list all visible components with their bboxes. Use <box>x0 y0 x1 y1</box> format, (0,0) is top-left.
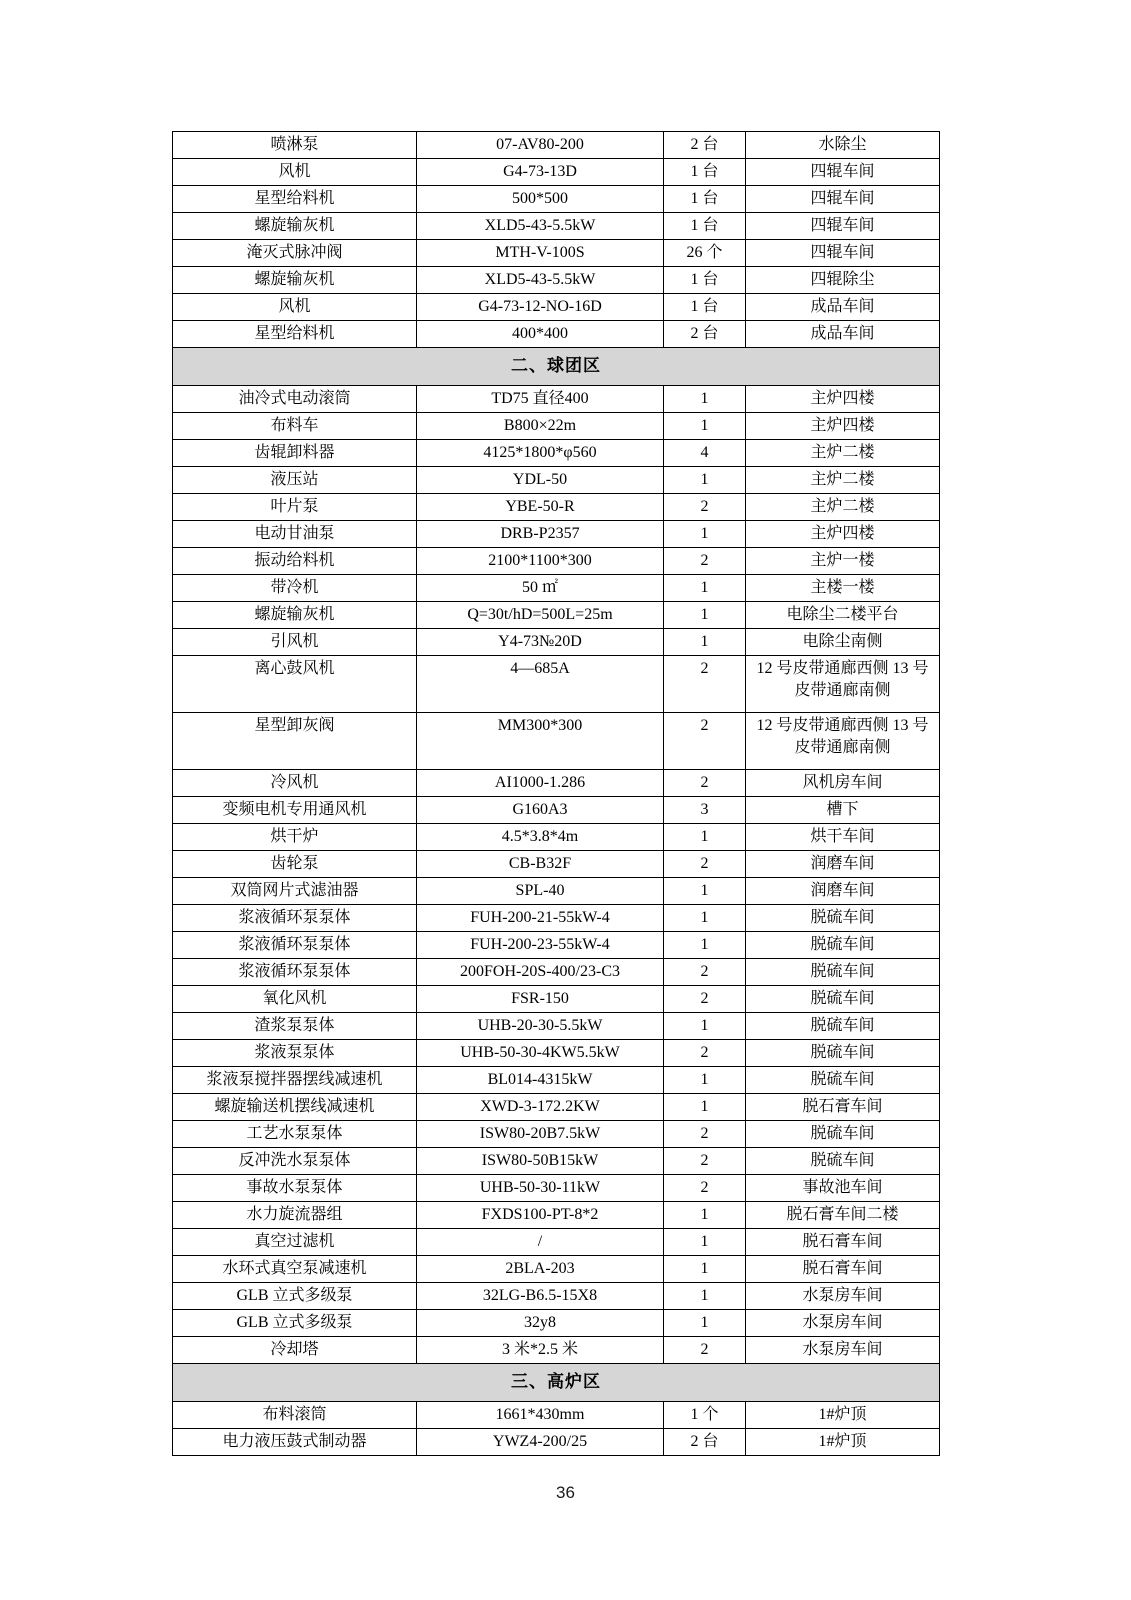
qty-cell: 1 <box>664 413 746 440</box>
equipment-name-cell: 叶片泵 <box>173 494 417 521</box>
model-cell: 50 ㎡ <box>417 575 664 602</box>
location-cell: 脱石膏车间 <box>746 1256 940 1283</box>
location-cell: 主炉四楼 <box>746 413 940 440</box>
model-cell: 3 米*2.5 米 <box>417 1337 664 1364</box>
table-row <box>173 770 940 797</box>
qty-cell: 2 <box>664 548 746 575</box>
equipment-name-cell: 淹灭式脉冲阀 <box>173 240 417 267</box>
location-cell: 润磨车间 <box>746 851 940 878</box>
location-cell: 主炉二楼 <box>746 467 940 494</box>
qty-cell: 2 <box>664 1040 746 1067</box>
equipment-name-cell: 引风机 <box>173 629 417 656</box>
table-row <box>173 1013 940 1040</box>
qty-cell: 2 <box>664 1121 746 1148</box>
qty-cell: 1 <box>664 386 746 413</box>
qty-cell: 1 台 <box>664 159 746 186</box>
location-cell: 水泵房车间 <box>746 1310 940 1337</box>
table-row <box>173 959 940 986</box>
qty-cell: 1 <box>664 824 746 851</box>
qty-cell: 2 台 <box>664 321 746 348</box>
model-cell: UHB-20-30-5.5kW <box>417 1013 664 1040</box>
table-row <box>173 159 940 186</box>
equipment-name-cell: 喷淋泵 <box>173 132 417 159</box>
location-cell: 脱硫车间 <box>746 986 940 1013</box>
table-row <box>173 521 940 548</box>
table-row <box>173 1040 940 1067</box>
equipment-name-cell: 风机 <box>173 294 417 321</box>
table-row <box>173 629 940 656</box>
table-row <box>173 267 940 294</box>
table-row <box>173 851 940 878</box>
table-row <box>173 413 940 440</box>
table-row <box>173 1337 940 1364</box>
qty-cell: 2 台 <box>664 1429 746 1456</box>
model-cell: B800×22m <box>417 413 664 440</box>
model-cell: UHB-50-30-11kW <box>417 1175 664 1202</box>
table-row <box>173 132 940 159</box>
model-cell: AI1000-1.286 <box>417 770 664 797</box>
section-header: 三、高炉区 <box>173 1364 940 1402</box>
location-cell: 脱硫车间 <box>746 1121 940 1148</box>
location-cell: 脱石膏车间 <box>746 1229 940 1256</box>
model-cell: 07-AV80-200 <box>417 132 664 159</box>
location-cell: 脱硫车间 <box>746 1040 940 1067</box>
qty-cell: 1 <box>664 629 746 656</box>
model-cell: YBE-50-R <box>417 494 664 521</box>
qty-cell: 1 个 <box>664 1402 746 1429</box>
table-row <box>173 321 940 348</box>
location-cell: 主楼一楼 <box>746 575 940 602</box>
equipment-name-cell: 电力液压鼓式制动器 <box>173 1429 417 1456</box>
location-cell: 1#炉顶 <box>746 1402 940 1429</box>
table-row <box>173 467 940 494</box>
equipment-name-cell: 带冷机 <box>173 575 417 602</box>
location-cell: 四辊车间 <box>746 240 940 267</box>
model-cell: FUH-200-23-55kW-4 <box>417 932 664 959</box>
location-cell: 水泵房车间 <box>746 1337 940 1364</box>
model-cell: 4125*1800*φ560 <box>417 440 664 467</box>
table-row <box>173 824 940 851</box>
qty-cell: 2 台 <box>664 132 746 159</box>
qty-cell: 2 <box>664 986 746 1013</box>
location-cell: 成品车间 <box>746 294 940 321</box>
table-row <box>173 932 940 959</box>
model-cell: YWZ4-200/25 <box>417 1429 664 1456</box>
model-cell: 2BLA-203 <box>417 1256 664 1283</box>
location-cell: 四辊车间 <box>746 159 940 186</box>
model-cell: Y4-73№20D <box>417 629 664 656</box>
model-cell: G160A3 <box>417 797 664 824</box>
table-row <box>173 1094 940 1121</box>
table-row <box>173 713 940 770</box>
table-row <box>173 1067 940 1094</box>
location-cell: 成品车间 <box>746 321 940 348</box>
equipment-name-cell: 齿辊卸料器 <box>173 440 417 467</box>
model-cell: XLD5-43-5.5kW <box>417 213 664 240</box>
qty-cell: 1 <box>664 932 746 959</box>
model-cell: FSR-150 <box>417 986 664 1013</box>
model-cell: / <box>417 1229 664 1256</box>
location-cell: 脱硫车间 <box>746 1067 940 1094</box>
table-row <box>173 575 940 602</box>
table-row <box>173 905 940 932</box>
qty-cell: 2 <box>664 959 746 986</box>
qty-cell: 2 <box>664 713 746 770</box>
equipment-name-cell: 电动甘油泵 <box>173 521 417 548</box>
section-header-row <box>173 348 940 386</box>
location-cell: 脱石膏车间二楼 <box>746 1202 940 1229</box>
equipment-name-cell: 冷风机 <box>173 770 417 797</box>
table-row <box>173 986 940 1013</box>
qty-cell: 1 <box>664 602 746 629</box>
equipment-name-cell: GLB 立式多级泵 <box>173 1283 417 1310</box>
table-row <box>173 1148 940 1175</box>
table-row <box>173 1229 940 1256</box>
location-cell: 脱硫车间 <box>746 905 940 932</box>
location-cell: 槽下 <box>746 797 940 824</box>
model-cell: 400*400 <box>417 321 664 348</box>
table-row <box>173 240 940 267</box>
equipment-name-cell: 螺旋输灰机 <box>173 267 417 294</box>
table-row <box>173 294 940 321</box>
equipment-name-cell: GLB 立式多级泵 <box>173 1310 417 1337</box>
qty-cell: 1 台 <box>664 294 746 321</box>
equipment-table-body <box>173 132 940 1456</box>
model-cell: 4—685A <box>417 656 664 713</box>
qty-cell: 4 <box>664 440 746 467</box>
equipment-name-cell: 齿轮泵 <box>173 851 417 878</box>
qty-cell: 1 台 <box>664 213 746 240</box>
model-cell: XLD5-43-5.5kW <box>417 267 664 294</box>
qty-cell: 2 <box>664 770 746 797</box>
qty-cell: 1 <box>664 1094 746 1121</box>
equipment-name-cell: 事故水泵泵体 <box>173 1175 417 1202</box>
equipment-name-cell: 变频电机专用通风机 <box>173 797 417 824</box>
model-cell: MM300*300 <box>417 713 664 770</box>
equipment-name-cell: 氧化风机 <box>173 986 417 1013</box>
model-cell: TD75 直径400 <box>417 386 664 413</box>
table-row <box>173 797 940 824</box>
model-cell: MTH-V-100S <box>417 240 664 267</box>
qty-cell: 1 <box>664 905 746 932</box>
qty-cell: 3 <box>664 797 746 824</box>
location-cell: 四辊除尘 <box>746 267 940 294</box>
model-cell: 4.5*3.8*4m <box>417 824 664 851</box>
model-cell: 32LG-B6.5-15X8 <box>417 1283 664 1310</box>
equipment-name-cell: 渣浆泵泵体 <box>173 1013 417 1040</box>
model-cell: 2100*1100*300 <box>417 548 664 575</box>
location-cell: 脱石膏车间 <box>746 1094 940 1121</box>
model-cell: G4-73-12-NO-16D <box>417 294 664 321</box>
equipment-name-cell: 布料滚筒 <box>173 1402 417 1429</box>
qty-cell: 1 台 <box>664 267 746 294</box>
location-cell: 脱硫车间 <box>746 932 940 959</box>
equipment-name-cell: 真空过滤机 <box>173 1229 417 1256</box>
model-cell: ISW80-50B15kW <box>417 1148 664 1175</box>
table-row <box>173 1175 940 1202</box>
model-cell: 500*500 <box>417 186 664 213</box>
equipment-name-cell: 水力旋流器组 <box>173 1202 417 1229</box>
equipment-name-cell: 螺旋输灰机 <box>173 602 417 629</box>
qty-cell: 1 <box>664 1067 746 1094</box>
equipment-name-cell: 烘干炉 <box>173 824 417 851</box>
model-cell: SPL-40 <box>417 878 664 905</box>
location-cell: 电除尘二楼平台 <box>746 602 940 629</box>
equipment-name-cell: 浆液泵搅拌器摆线减速机 <box>173 1067 417 1094</box>
location-cell: 烘干车间 <box>746 824 940 851</box>
equipment-name-cell: 冷却塔 <box>173 1337 417 1364</box>
equipment-name-cell: 浆液循环泵泵体 <box>173 959 417 986</box>
location-cell: 水除尘 <box>746 132 940 159</box>
qty-cell: 2 <box>664 1337 746 1364</box>
equipment-name-cell: 浆液循环泵泵体 <box>173 932 417 959</box>
table-row <box>173 1310 940 1337</box>
equipment-name-cell: 浆液泵泵体 <box>173 1040 417 1067</box>
equipment-table <box>172 131 940 1456</box>
table-row <box>173 440 940 467</box>
qty-cell: 1 <box>664 1256 746 1283</box>
equipment-name-cell: 螺旋输灰机 <box>173 213 417 240</box>
model-cell: UHB-50-30-4KW5.5kW <box>417 1040 664 1067</box>
table-row <box>173 1121 940 1148</box>
location-cell: 12 号皮带通廊西侧 13 号皮带通廊南侧 <box>746 713 940 770</box>
model-cell: G4-73-13D <box>417 159 664 186</box>
qty-cell: 1 <box>664 1202 746 1229</box>
qty-cell: 2 <box>664 1148 746 1175</box>
table-row <box>173 1283 940 1310</box>
table-row <box>173 213 940 240</box>
equipment-name-cell: 浆液循环泵泵体 <box>173 905 417 932</box>
equipment-name-cell: 离心鼓风机 <box>173 656 417 713</box>
equipment-name-cell: 水环式真空泵减速机 <box>173 1256 417 1283</box>
table-row <box>173 1402 940 1429</box>
model-cell: FUH-200-21-55kW-4 <box>417 905 664 932</box>
location-cell: 脱硫车间 <box>746 959 940 986</box>
location-cell: 脱硫车间 <box>746 1013 940 1040</box>
equipment-name-cell: 振动给料机 <box>173 548 417 575</box>
qty-cell: 1 <box>664 575 746 602</box>
location-cell: 润磨车间 <box>746 878 940 905</box>
qty-cell: 1 <box>664 1013 746 1040</box>
model-cell: FXDS100-PT-8*2 <box>417 1202 664 1229</box>
table-row <box>173 602 940 629</box>
model-cell: XWD-3-172.2KW <box>417 1094 664 1121</box>
location-cell: 电除尘南侧 <box>746 629 940 656</box>
qty-cell: 2 <box>664 494 746 521</box>
model-cell: Q=30t/hD=500L=25m <box>417 602 664 629</box>
qty-cell: 2 <box>664 851 746 878</box>
equipment-name-cell: 反冲洗水泵泵体 <box>173 1148 417 1175</box>
location-cell: 主炉二楼 <box>746 440 940 467</box>
table-row <box>173 1429 940 1456</box>
table-row <box>173 186 940 213</box>
section-header-row <box>173 1364 940 1402</box>
table-row <box>173 1256 940 1283</box>
qty-cell: 1 台 <box>664 186 746 213</box>
table-row <box>173 656 940 713</box>
equipment-name-cell: 风机 <box>173 159 417 186</box>
model-cell: 32y8 <box>417 1310 664 1337</box>
location-cell: 水泵房车间 <box>746 1283 940 1310</box>
page-number: 36 <box>556 1483 575 1502</box>
qty-cell: 26 个 <box>664 240 746 267</box>
equipment-name-cell: 液压站 <box>173 467 417 494</box>
qty-cell: 1 <box>664 1229 746 1256</box>
qty-cell: 2 <box>664 656 746 713</box>
qty-cell: 1 <box>664 521 746 548</box>
table-row <box>173 878 940 905</box>
location-cell: 主炉二楼 <box>746 494 940 521</box>
table-row <box>173 494 940 521</box>
equipment-name-cell: 油冷式电动滚筒 <box>173 386 417 413</box>
table-row <box>173 548 940 575</box>
location-cell: 主炉一楼 <box>746 548 940 575</box>
equipment-name-cell: 工艺水泵泵体 <box>173 1121 417 1148</box>
qty-cell: 2 <box>664 1175 746 1202</box>
qty-cell: 1 <box>664 878 746 905</box>
equipment-name-cell: 螺旋输送机摆线减速机 <box>173 1094 417 1121</box>
qty-cell: 1 <box>664 1310 746 1337</box>
equipment-name-cell: 星型卸灰阀 <box>173 713 417 770</box>
location-cell: 四辊车间 <box>746 213 940 240</box>
model-cell: CB-B32F <box>417 851 664 878</box>
section-header: 二、球团区 <box>173 348 940 386</box>
location-cell: 脱硫车间 <box>746 1148 940 1175</box>
location-cell: 事故池车间 <box>746 1175 940 1202</box>
location-cell: 1#炉顶 <box>746 1429 940 1456</box>
location-cell: 12 号皮带通廊西侧 13 号皮带通廊南侧 <box>746 656 940 713</box>
location-cell: 四辊车间 <box>746 186 940 213</box>
qty-cell: 1 <box>664 1283 746 1310</box>
equipment-name-cell: 双筒网片式滤油器 <box>173 878 417 905</box>
model-cell: YDL-50 <box>417 467 664 494</box>
model-cell: DRB-P2357 <box>417 521 664 548</box>
equipment-name-cell: 星型给料机 <box>173 186 417 213</box>
model-cell: 200FOH-20S-400/23-C3 <box>417 959 664 986</box>
table-row <box>173 1202 940 1229</box>
location-cell: 风机房车间 <box>746 770 940 797</box>
table-row <box>173 386 940 413</box>
equipment-name-cell: 布料车 <box>173 413 417 440</box>
qty-cell: 1 <box>664 467 746 494</box>
model-cell: 1661*430mm <box>417 1402 664 1429</box>
location-cell: 主炉四楼 <box>746 386 940 413</box>
model-cell: BL014-4315kW <box>417 1067 664 1094</box>
equipment-name-cell: 星型给料机 <box>173 321 417 348</box>
model-cell: ISW80-20B7.5kW <box>417 1121 664 1148</box>
location-cell: 主炉四楼 <box>746 521 940 548</box>
